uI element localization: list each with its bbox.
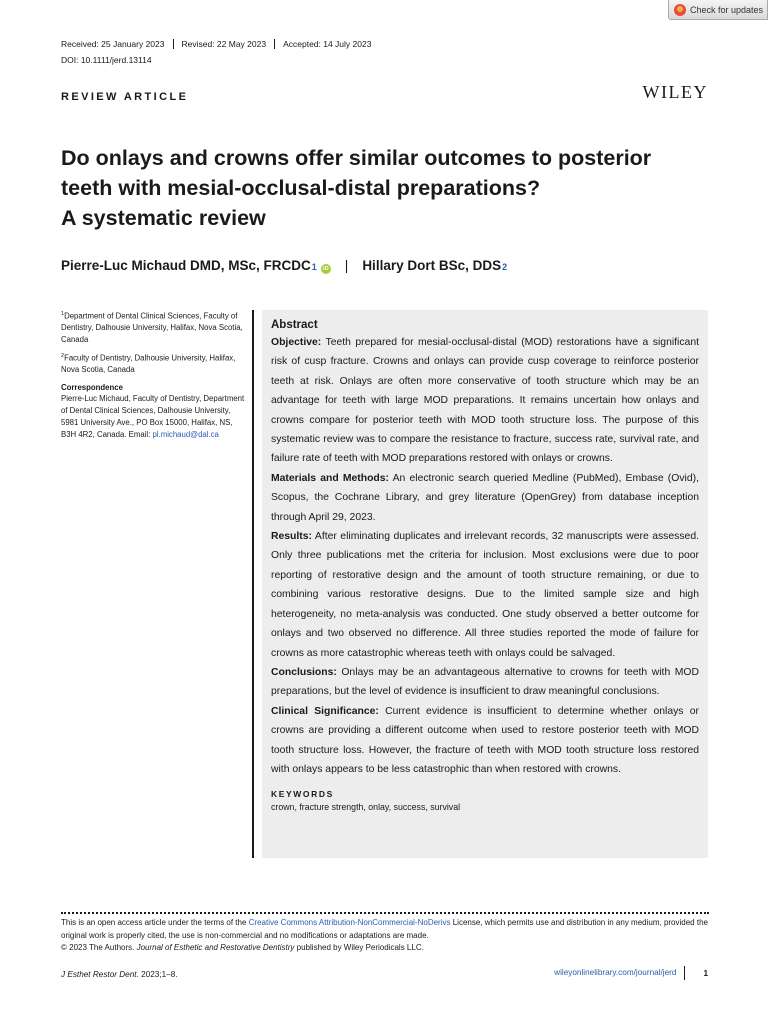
abstract-results xyxy=(271,527,699,663)
copyright-text: © 2023 The Authors. xyxy=(61,943,137,953)
abstract-box xyxy=(262,310,708,858)
journal-name: Journal of Esthetic and Restorative Dentistry xyxy=(136,943,295,953)
accepted-date: Accepted: 14 July 2023 xyxy=(274,39,379,49)
abstract-objective xyxy=(271,333,699,469)
license-statement xyxy=(61,917,709,942)
journal-website-link[interactable]: wileyonlinelibrary.com/journal/jerd xyxy=(554,966,685,980)
doi: DOI: 10.1111/jerd.13114 xyxy=(61,55,152,65)
check-for-updates-button[interactable] xyxy=(668,0,768,20)
open-access-notice xyxy=(61,917,709,955)
footer-right xyxy=(554,966,708,980)
methods-text: An electronic search queried Medline (PubMed), Embase (Ovid), Scopus, the Cochrane Library, and grey literature (OpenGrey) from database inception through April 29, 2023. xyxy=(271,472,699,523)
abstract-methods xyxy=(271,469,699,527)
title-line: Do onlays and crowns offer similar outcomes to posterior xyxy=(61,146,652,170)
affiliations-column xyxy=(61,309,246,440)
conclusions-label: Conclusions: xyxy=(271,666,337,678)
footnote-divider xyxy=(61,912,709,914)
abstract-divider xyxy=(252,310,254,858)
license-text: This is an open access article under the terms of the xyxy=(61,918,249,927)
license-text: License, which permits use and distribution in any medium, provided the original work is properly cited, the use is non-commercial and no modifications or adaptations are made. xyxy=(61,918,708,940)
received-date: Received: 25 January 2023 xyxy=(61,39,165,49)
objective-label: Objective: xyxy=(271,337,322,348)
abstract-conclusions xyxy=(271,663,699,702)
abstract-significance xyxy=(271,702,699,780)
keywords-list: crown, fracture strength, onlay, success, survival xyxy=(271,802,461,813)
email-link[interactable]: pl.michaud@dal.ca xyxy=(152,429,219,439)
affiliation-text: Department of Dental Clinical Sciences, Faculty of Dentistry, Dalhousie University, Halifax, Nova Scotia, Canada xyxy=(61,311,243,344)
citation-footer xyxy=(61,970,178,979)
page-number: 1 xyxy=(703,968,708,978)
author-name[interactable]: Pierre-Luc Michaud DMD, MSc, FRCDC xyxy=(61,258,311,273)
affiliation-number: 2 xyxy=(61,352,65,359)
author-list xyxy=(61,258,507,274)
crossmark-icon xyxy=(674,4,686,16)
revised-date: Revised: 22 May 2023 xyxy=(173,39,275,49)
copyright-line xyxy=(61,942,709,955)
check-for-updates-label: Check for updates xyxy=(690,4,764,15)
citation-year-pages: 2023;1–8. xyxy=(138,970,178,979)
abstract-heading: Abstract xyxy=(271,319,318,331)
correspondence-text: Pierre-Luc Michaud, Faculty of Dentistry, Department of Dental Clinical Sciences, Dalhousie University, 5981 University Ave., PO Box 15000, Halifax, NS, B3H 4R2, Canada. xyxy=(61,394,245,439)
article-title xyxy=(61,143,681,233)
results-label: Results: xyxy=(271,531,312,543)
title-line: A systematic review xyxy=(61,206,266,230)
author-affiliation-ref[interactable]: 2 xyxy=(502,262,508,272)
correspondence-heading: Correspondence xyxy=(61,382,123,392)
author-name[interactable]: Hillary Dort BSc, DDS xyxy=(362,258,502,273)
objective-text: Teeth prepared for mesial-occlusal-distal (MOD) restorations have a significant risk of cusp fracture. Crowns and onlays can provide cusp coverage to reinforce posterior teeth at risk. Onlays are often more conservative of tooth structure which may be an advantage for teeth with large MOD preparations. It remains uncertain how onlays and crowns compare for posterior teeth with MOD tooth structure loss. The purpose of this systematic review was to compare the resistance to fracture, success rate, survival rate, and failure rate of teeth with MOD preparations restored with onlays or crowns. xyxy=(271,337,699,465)
citation-journal: J Esthet Restor Dent. xyxy=(61,970,139,979)
conclusions-text: Onlays may be an advantageous alternative to crowns for teeth with MOD preparations, but the level of evidence is insufficient to draw meaningful conclusions. xyxy=(271,666,699,698)
results-text: After eliminating duplicates and irrelevant records, 32 manuscripts were assessed. Only three publications met the criteria for inclusion. Most exclusions were due to poor reporting of restorative design and the amount of tooth structure remaining, or due to combining various restorative designs. Due to the limited sample size and high heterogeneity, no meta-analysis was conducted. One study observed a better outcome for onlays and two observed no difference. All three studies reported the mode of failure for crowns as more catastrophic whereas teeth with onlays could be salvaged. xyxy=(271,531,699,659)
affiliation xyxy=(61,309,246,346)
article-type: REVIEW ARTICLE xyxy=(61,91,189,103)
license-link[interactable]: Creative Commons Attribution-NonCommercial-NoDerivs xyxy=(248,918,451,927)
abstract-body xyxy=(271,333,699,779)
email-label: Email: xyxy=(128,429,153,439)
significance-label: Clinical Significance: xyxy=(271,705,379,717)
significance-text: Current evidence is insufficient to determine whether onlays or crowns are providing a different outcome when used to restore posterior teeth with MOD tooth structure loss. However, the fracture of teeth with MOD tooth structure loss restored with onlays appears to be less catastrophic than when restored with crowns. xyxy=(271,705,699,775)
correspondence-address xyxy=(61,393,246,440)
title-line: teeth with mesial-occlusal-distal preparations? xyxy=(61,176,541,200)
affiliation-number: 1 xyxy=(61,311,65,317)
publisher-logo: WILEY xyxy=(642,82,708,102)
history-dates xyxy=(61,39,379,49)
affiliation xyxy=(61,351,246,376)
orcid-icon[interactable]: iD xyxy=(321,264,331,274)
author-affiliation-ref[interactable]: 1 xyxy=(311,262,317,272)
author-separator: | xyxy=(344,258,349,273)
keywords-heading: KEYWORDS xyxy=(271,789,334,800)
copyright-text: published by Wiley Periodicals LLC. xyxy=(294,943,424,953)
methods-label: Materials and Methods: xyxy=(271,472,390,484)
affiliation-text: Faculty of Dentistry, Dalhousie University, Halifax, Nova Scotia, Canada xyxy=(61,353,236,374)
